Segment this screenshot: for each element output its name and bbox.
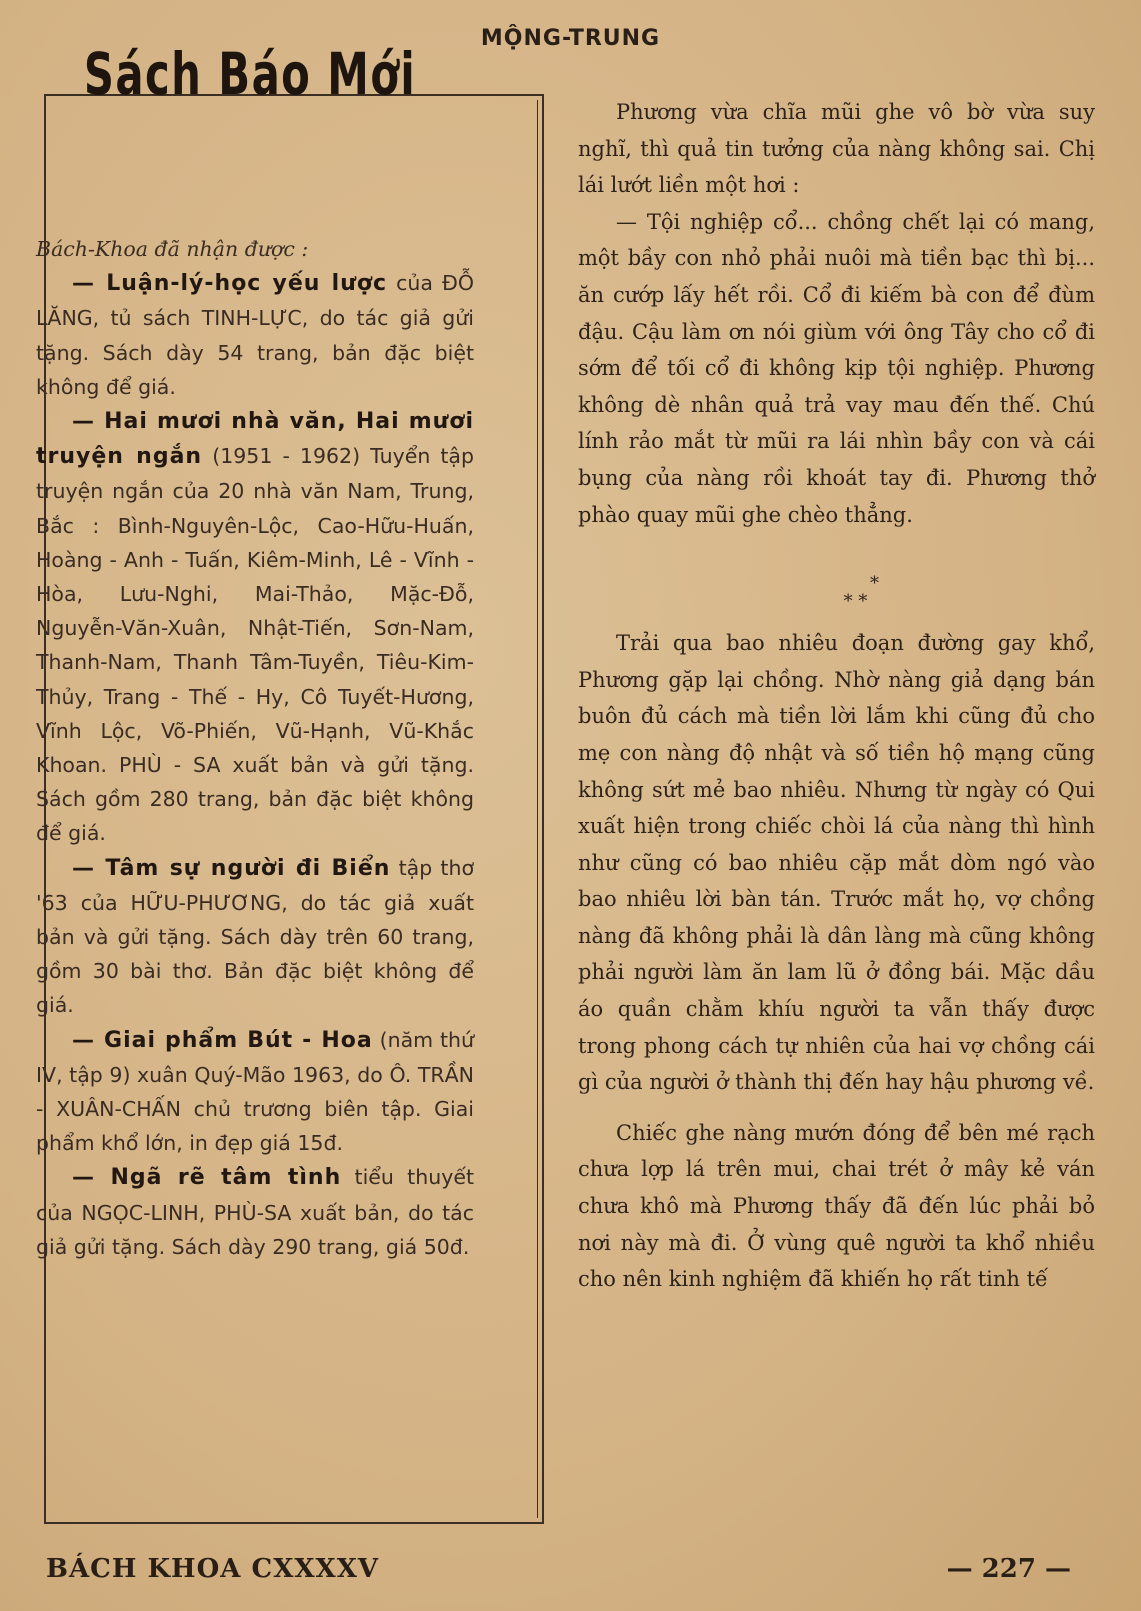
book-title: — Giai phẩm Bút - Hoa bbox=[72, 1027, 373, 1053]
book-title: — Ngã rẽ tâm tình bbox=[72, 1165, 342, 1191]
paragraph-gap bbox=[578, 1101, 1095, 1115]
story-paragraph: Chiếc ghe nàng mướn đóng để bên mé rạch chưa lợp lá trên mui, chai trét ở mây kẻ ván chưa khô mà Phương thấy đã đến lúc phải bỏ nơi này mà đi. Ở vùng quê người ta khổ nhiều cho nên kinh nghiệm đã khiến họ rất tinh tế bbox=[578, 1120, 1095, 1292]
page-number: — 227 — bbox=[946, 1554, 1071, 1584]
book-description: (năm thứ IV, tập 9) xuân Quý-Mão 1963, do Ô. TRẦN - XUÂN-CHẤN chủ trương biên tập. Giai phẩm khổ lớn, in đẹp giá 15đ. bbox=[36, 1027, 474, 1156]
new-books-list bbox=[36, 232, 474, 1264]
book-entry bbox=[36, 404, 474, 851]
running-head: MỘNG-TRUNG bbox=[480, 26, 661, 51]
box-title: Sách Báo Mới bbox=[83, 40, 417, 108]
story-paragraph: — Tội nghiệp cổ... chồng chết lại có mang, một bầy con nhỏ phải nuôi mà tiền bạc thì bị... ăn cướp lấy hết rồi. Cổ đi kiếm bà con để đùm đậu. Cậu làm ơn nói giùm với ông Tây cho cổ đi sớm để tối cổ đi không kịp tội nghiệp. Phương không dè nhân quả trả vay mau đến thế. Chú lính rảo mắt từ mũi ra lái nhìn bầy con và cái bụng của nàng rồi khoát tay đi. Phương thở phào quay mũi ghe chèo thẳng. bbox=[578, 209, 1095, 527]
book-entry bbox=[36, 1023, 474, 1161]
story-column bbox=[578, 94, 1095, 1298]
magazine-issue-footer: BÁCH KHOA CXXXXV bbox=[46, 1554, 380, 1584]
book-description: của ĐỖ LĂNG, tủ sách TINH-LỰC, do tác giả gửi tặng. Sách dày 54 trang, bản đặc biệt không để giá. bbox=[36, 271, 474, 399]
book-title: — Tâm sự người đi Biển bbox=[72, 855, 391, 881]
book-description: tập thơ '63 của HỮU-PHƯƠNG, do tác giả xuất bản và gửi tặng. Sách dày trên 60 trang, gồm 30 bài thơ. Bản đặc biệt không để giá. bbox=[36, 855, 474, 1018]
book-entry bbox=[36, 266, 474, 404]
book-entry bbox=[36, 1160, 474, 1264]
section-separator bbox=[578, 533, 1095, 625]
book-title: — Hai mươi nhà văn, Hai mươi truyện ngắn bbox=[36, 409, 474, 470]
book-title: — Luận-lý-học yếu lược bbox=[72, 271, 388, 297]
story-paragraph: Trải qua bao nhiêu đoạn đường gay khổ, Phương gặp lại chồng. Nhờ nàng giả dạng bán buôn đủ cách mà tiền lời lắm khi cũng đủ cho mẹ con nàng độ nhật và số tiền hộ mạng cũng không sứt mẻ bao nhiêu. Nhưng từ ngày có Qui xuất hiện trong chiếc chòi lá của nàng thì hình như cũng có bao nhiêu cặp mắt dòm ngó vào bao nhiêu lời bàn tán. Trước mắt họ, vợ chồng nàng đã không phải là dân làng mà cũng không phải người làm ăn lam lũ ở đồng bái. Mặc dầu áo quần chằm khíu người ta vẫn thấy được trong phong cách tự nhiên của hai vợ chồng cái gì của người ở thành thị đến hay hậu phương về. bbox=[578, 631, 1095, 1095]
book-description: (1951 - 1962) Tuyển tập truyện ngắn của 20 nhà văn Nam, Trung, Bắc : Bình-Nguyên-Lộc, Cao-Hữu-Huấn, Hoàng - Anh - Tuấn, Kiêm-Minh, Lê - Vĩnh - Hòa, Lưu-Nghi, Mai-Thảo, Mặc-Đỗ, Nguyễn-Văn-Xuân, Nhật-Tiến, Sơn-Nam, Thanh-Nam, Thanh Tâm-Tuyền, Tiêu-Kim-Thủy, Trang - Thế - Hy, Cô Tuyết-Hương, Vĩnh Lộc, Võ-Phiến, Vũ-Hạnh, Vũ-Khắc Khoan. PHÙ - SA xuất bản và gửi tặng. Sách gồm 280 trang, bản đặc biệt không để giá. bbox=[36, 444, 475, 846]
story-paragraph: Phương vừa chĩa mũi ghe vô bờ vừa suy nghĩ, thì quả tin tưởng của nàng không sai. Chị lái lướt liền một hơi : bbox=[578, 100, 1095, 198]
asterism: * * * bbox=[843, 573, 879, 613]
book-entry bbox=[36, 851, 474, 1023]
book-description: tiểu thuyết của NGỌC-LINH, PHÙ-SA xuất bản, do tác giả gửi tặng. Sách dày 290 trang, giá 50đ. bbox=[36, 1165, 474, 1259]
box-intro: Bách-Khoa đã nhận được : bbox=[36, 237, 309, 261]
